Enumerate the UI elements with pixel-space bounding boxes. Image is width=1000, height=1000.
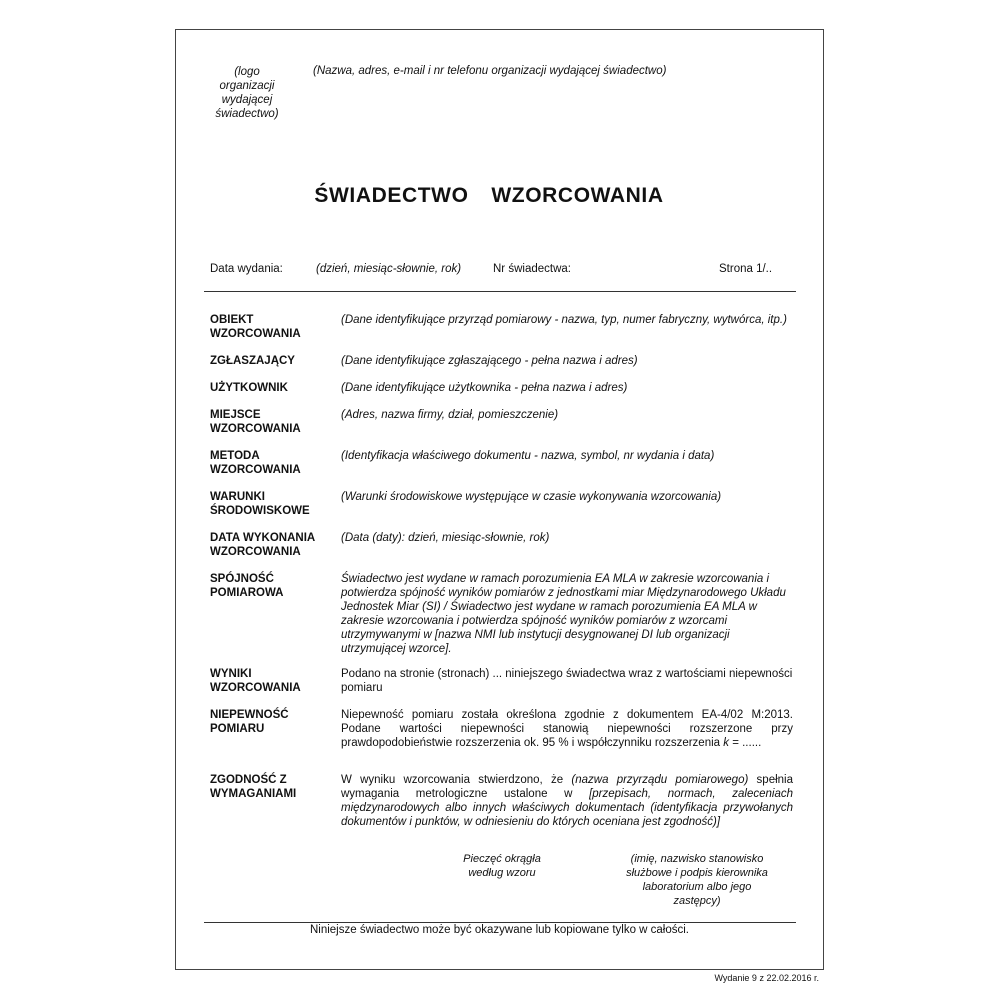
logo-placeholder: (logo organizacji wydającej świadectwo): [215, 66, 279, 120]
footer-note: Niniejsze świadectwo może być okazywane lub kopiowane tylko w całości.: [309, 924, 690, 936]
coverage-factor-value: = ......: [729, 737, 762, 749]
field-value-object: (Dane identyfikujące przyrząd pomiarowy - nazwa, typ, numer fabryczny, wytwórca, itp.): [341, 314, 787, 326]
field-value-place: (Adres, nazwa firmy, dział, pomieszczenie): [341, 409, 559, 421]
field-label-uncertainty: NIEPEWNOŚĆ POMIARU: [210, 709, 289, 735]
field-label-applicant: ZGŁASZAJĄCY: [210, 355, 295, 367]
header-divider: [204, 291, 796, 292]
issue-date-label: Data wydania:: [210, 263, 283, 275]
uncertainty-text: Niepewność pomiaru została określona zgodnie z dokumentem EA-4/02 M:2013. Podane wartości niepewności stanowią niepewności rozszerzone przy prawdopodobieństwie rozszerzenia ok. 95 % i współczynniku rozszerzenia: [341, 709, 793, 749]
field-value-method: (Identyfikacja właściwego dokumentu - nazwa, symbol, nr wydania i data): [341, 450, 715, 462]
issue-date-value: (dzień, miesiąc-słownie, rok): [316, 263, 462, 275]
field-label-user: UŻYTKOWNIK: [210, 382, 288, 394]
compliance-text-mid: spełnia wymagania metrologiczne ustalone w: [341, 774, 793, 800]
certificate-number-label: Nr świadectwa:: [493, 263, 571, 275]
stamp-placeholder: Pieczęć okrągła według wzoru: [463, 853, 541, 879]
field-label-results: WYNIKI WZORCOWANIA: [210, 668, 301, 694]
field-label-traceability: SPÓJNOŚĆ POMIAROWA: [210, 573, 284, 599]
field-value-uncertainty: [341, 708, 793, 750]
document-title: ŚWIADECTWO WZORCOWANIA: [314, 184, 664, 207]
field-value-traceability: Świadectwo jest wydane w ramach porozumienia EA MLA w zakresie wzorcowania i potwierdza spójność wyników pomiarów z jednostkami miar Międzynarodowego Układu Jednostek Miar (SI) / Świadectwo jest wydane w ramach porozumienia EA MLA w zakresie wzorcowania i potwierdza spójność wyników pomiarów z wzorcami utrzymywanymi w [nazwa NMI lub instytucji desygnowanej DI lub organizacji utrzymującej wzorce].: [341, 573, 786, 655]
field-value-applicant: (Dane identyfikujące zgłaszającego - pełna nazwa i adres): [341, 355, 638, 367]
field-value-compliance: [341, 773, 793, 829]
page-indicator: Strona 1/..: [719, 263, 773, 275]
edition-note: Wydanie 9 z 22.02.2016 r.: [714, 973, 819, 983]
field-label-conditions: WARUNKI ŚRODOWISKOWE: [210, 491, 310, 517]
coverage-factor-symbol: k: [723, 737, 729, 749]
field-value-date: (Data (daty): dzień, miesiąc-słownie, rok): [341, 532, 550, 544]
signature-placeholder: (imię, nazwisko stanowisko służbowe i podpis kierownika laboratorium albo jego zastępcy): [626, 853, 768, 907]
field-label-date: DATA WYKONANIA WZORCOWANIA: [210, 532, 315, 558]
field-label-compliance: ZGODNOŚĆ Z WYMAGANIAMI: [210, 774, 297, 800]
compliance-text-intro: W wyniku wzorcowania stwierdzono, że: [341, 774, 572, 786]
instrument-name-placeholder: (nazwa przyrządu pomiarowego): [571, 774, 749, 786]
requirements-reference-placeholder: [przepisach, normach, zaleceniach międzynarodowych albo innych właściwych dokumentach (identyfikacja przywołanych dokumentów i punktów, w odniesieniu do których oceniana jest zgodność)]: [341, 788, 793, 828]
field-label-method: METODA WZORCOWANIA: [210, 450, 301, 476]
field-label-object: OBIEKT WZORCOWANIA: [210, 314, 301, 340]
footer-divider: [204, 922, 796, 923]
field-value-conditions: (Warunki środowiskowe występujące w czasie wykonywania wzorcowania): [341, 491, 722, 503]
field-value-results: Podano na stronie (stronach) ... niniejszego świadectwa wraz z wartościami niepewności pomiaru: [341, 668, 793, 694]
organization-placeholder: (Nazwa, adres, e-mail i nr telefonu organizacji wydającej świadectwo): [313, 65, 667, 77]
field-value-user: (Dane identyfikujące użytkownika - pełna nazwa i adres): [341, 382, 628, 394]
field-label-place: MIEJSCE WZORCOWANIA: [210, 409, 301, 435]
